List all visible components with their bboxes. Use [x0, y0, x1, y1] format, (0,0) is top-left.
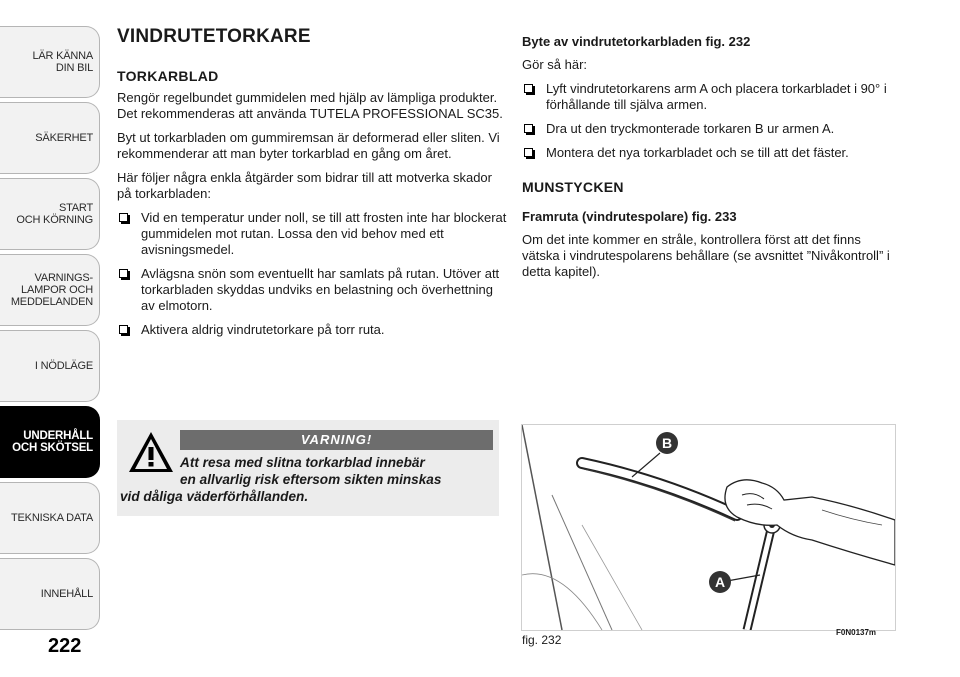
- tab-label: I NÖDLÄGE: [34, 360, 93, 372]
- warning-box: [117, 420, 499, 516]
- tab-sakerhet[interactable]: [0, 102, 100, 174]
- list-item: [117, 266, 507, 314]
- paragraph: Byt ut torkarbladen om gummiremsan är deformerad eller sliten. Vi rekommenderar att man byter torkarblad en gång om året.: [117, 130, 500, 161]
- warning-text-line: en allvarlig risk eftersom sikten minskas: [180, 472, 442, 487]
- tab-tekniska-data[interactable]: [0, 482, 100, 554]
- wiper-illustration: [522, 425, 895, 630]
- list-item: [522, 121, 897, 137]
- tab-varningslampor[interactable]: [0, 254, 100, 326]
- checkbox-bullet-icon: [524, 148, 533, 157]
- figure-code: F0N0137m: [836, 628, 877, 637]
- checkbox-bullet-icon: [524, 84, 533, 93]
- paragraph: Här följer några enkla åtgärder som bidrar till att motverka skador på torkarbladen:: [117, 170, 492, 201]
- tab-start-och-korning[interactable]: [0, 178, 100, 250]
- list-item-text: Montera det nya torkarbladet och se till att det fäster.: [546, 145, 849, 160]
- paragraph: Gör så här:: [522, 57, 588, 72]
- list-item-text: Avlägsna snön som eventuellt har samlats på rutan. Utöver att torkarbladen skyddas undviks en belastning och överhettning av elmotorn.: [141, 266, 500, 313]
- list-item-text: Lyft vindrutetorkarens arm A och placera torkarbladet i 90° i förhållande till själva armen.: [546, 81, 887, 112]
- callout-b-label: B: [661, 435, 673, 451]
- subheading-byte: Byte av vindrutetorkarbladen fig. 232: [522, 34, 751, 49]
- tab-label: UNDERHÅLL OCH SKÖTSEL: [12, 430, 93, 454]
- section-title-munstycken: MUNSTYCKEN: [522, 179, 624, 195]
- checkbox-bullet-icon: [119, 325, 128, 334]
- bullet-list: [117, 210, 507, 338]
- list-item: [117, 210, 507, 258]
- tab-innehall[interactable]: [0, 558, 100, 630]
- tab-label: VARNINGS- LAMPOR OCH MEDDELANDEN: [10, 272, 93, 308]
- section-title-torkarblad: TORKARBLAD: [117, 68, 219, 84]
- subheading-framruta: Framruta (vindrutespolare) fig. 233: [522, 209, 737, 224]
- paragraph: Om det inte kommer en stråle, kontrollera först att det finns vätska i vindrutespolarens behållare (se avsnittet ”Nivåkontroll” i detta kapitel).: [522, 232, 890, 279]
- tab-i-nodlage[interactable]: [0, 330, 100, 402]
- warning-text: [120, 454, 496, 505]
- steps-list: [522, 81, 897, 161]
- list-item-text: Vid en temperatur under noll, se till att frosten inte har blockerat gummidelen mot rutan. Lossa den vid behov med ett avisningsmedel.: [141, 210, 507, 257]
- tab-lar-kanna-din-bil[interactable]: [0, 26, 100, 98]
- tab-underhall-och-skotsel[interactable]: [0, 406, 100, 478]
- warning-text-line: Att resa med slitna torkarblad innebär: [180, 455, 425, 470]
- warning-label: VARNING!: [180, 430, 493, 450]
- paragraph: Rengör regelbundet gummidelen med hjälp av lämpliga produkter. Det rekommenderas att använda TUTELA PROFESSIONAL SC35.: [117, 90, 503, 121]
- checkbox-bullet-icon: [119, 269, 128, 278]
- checkbox-bullet-icon: [119, 213, 128, 222]
- left-column: [117, 26, 507, 346]
- list-item: [522, 145, 897, 161]
- tab-label: LÄR KÄNNA DIN BIL: [32, 50, 93, 74]
- tab-label: INNEHÅLL: [40, 588, 93, 600]
- checkbox-bullet-icon: [524, 124, 533, 133]
- tab-label: START OCH KÖRNING: [16, 202, 93, 226]
- list-item-text: Aktivera aldrig vindrutetorkare på torr ruta.: [141, 322, 385, 337]
- tab-label: TEKNISKA DATA: [11, 512, 93, 524]
- warning-text-line: vid dåliga väderförhållanden.: [120, 489, 309, 504]
- page-title: VINDRUTETORKARE: [117, 26, 311, 47]
- figure-caption: fig. 232: [522, 633, 562, 647]
- list-item-text: Dra ut den tryckmonterade torkaren B ur armen A.: [546, 121, 835, 136]
- figure-232-illustration: [521, 424, 896, 631]
- tab-label: SÄKERHET: [35, 132, 93, 144]
- list-item: [117, 322, 507, 338]
- page-number: 222: [48, 635, 82, 657]
- callout-a-label: A: [714, 574, 726, 590]
- list-item: [522, 81, 897, 113]
- right-column: [522, 34, 897, 288]
